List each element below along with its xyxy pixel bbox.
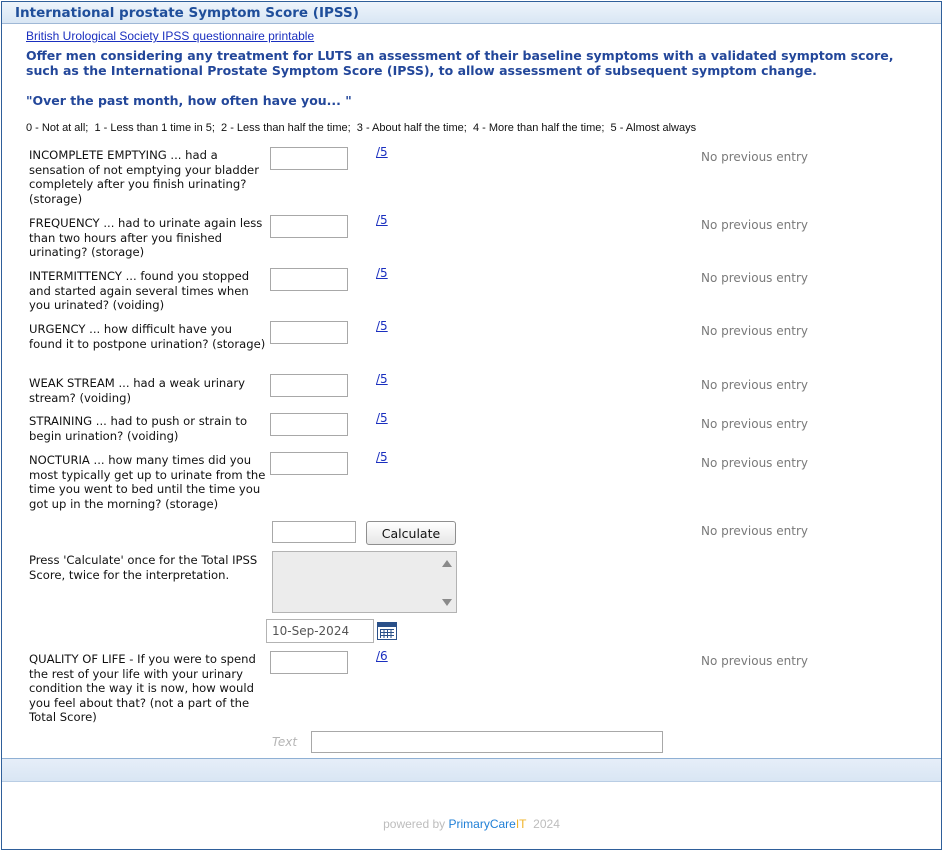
total-score-input[interactable] — [272, 521, 356, 543]
max-link-intermittency[interactable]: /5 — [376, 266, 388, 280]
question-label-straining: STRAINING ... had to push or strain to begin urination? (voiding) — [29, 414, 248, 443]
score-input-urgency[interactable] — [270, 321, 348, 344]
score-input-incomplete-emptying[interactable] — [270, 147, 348, 170]
scroll-up-arrow-icon[interactable] — [442, 560, 452, 567]
free-text-input[interactable] — [311, 731, 663, 753]
calculate-instructions: Press 'Calculate' once for the Total IPSS Score, twice for the interpretation. — [29, 553, 258, 582]
calculate-button[interactable]: Calculate — [366, 521, 456, 545]
previous-entry-quality-of-life: No previous entry — [701, 654, 808, 668]
footer-year: 2024 — [533, 817, 560, 831]
score-legend: 0 - Not at all; 1 - Less than 1 time in 5; 2 - Less than half the time; 3 - About half the time; 4 - More than half the time; 5 - Almost always — [26, 122, 697, 134]
score-input-quality-of-life[interactable] — [270, 651, 348, 674]
ipss-form — [1, 1, 942, 850]
max-link-urgency[interactable]: /5 — [376, 319, 388, 333]
footer-brand-primarycare: PrimaryCare — [448, 817, 516, 831]
max-link-nocturia[interactable]: /5 — [376, 450, 388, 464]
footer — [2, 817, 941, 831]
max-link-frequency[interactable]: /5 — [376, 213, 388, 227]
previous-entry-straining: No previous entry — [701, 417, 808, 431]
calendar-icon[interactable] — [377, 622, 397, 640]
previous-entry-total: No previous entry — [701, 524, 808, 538]
footer-brand-it: IT — [515, 817, 527, 831]
previous-entry-nocturia: No previous entry — [701, 456, 808, 470]
question-label-nocturia: NOCTURIA ... how many times did you most typically get up to urinate from the time you went to bed until the time you got up in the morning? (storage) — [29, 453, 266, 511]
text-field-label: Text — [272, 735, 298, 749]
bus-questionnaire-link[interactable]: British Urological Society IPSS questionnaire printable — [26, 29, 315, 43]
question-prompt: "Over the past month, how often have you... " — [26, 93, 352, 108]
max-link-straining[interactable]: /5 — [376, 411, 388, 425]
max-link-quality-of-life[interactable]: /6 — [376, 649, 388, 663]
score-input-straining[interactable] — [270, 413, 348, 436]
question-label-urgency: URGENCY ... how difficult have you found it to postpone urination? (storage) — [29, 322, 266, 351]
date-input[interactable]: 10-Sep-2024 — [266, 619, 374, 643]
previous-entry-weak-stream: No previous entry — [701, 378, 808, 392]
previous-entry-frequency: No previous entry — [701, 218, 808, 232]
max-link-weak-stream[interactable]: /5 — [376, 372, 388, 386]
question-label-quality-of-life: QUALITY OF LIFE - If you were to spend the rest of your life with your urinary condition the way it is now, how would you feel about that? (not a part of the Total Score) — [29, 652, 256, 725]
score-input-intermittency[interactable] — [270, 268, 348, 291]
previous-entry-incomplete-emptying: No previous entry — [701, 150, 808, 164]
score-input-weak-stream[interactable] — [270, 374, 348, 397]
form-title: International prostate Symptom Score (IPSS) — [2, 2, 941, 24]
interpretation-textarea[interactable] — [272, 551, 457, 613]
footer-prefix: powered by — [383, 817, 449, 831]
score-input-frequency[interactable] — [270, 215, 348, 238]
question-label-frequency: FREQUENCY ... had to urinate again less than two hours after you finished urinating? (storage) — [29, 216, 263, 260]
previous-entry-intermittency: No previous entry — [701, 271, 808, 285]
question-label-weak-stream: WEAK STREAM ... had a weak urinary stream? (voiding) — [29, 376, 246, 405]
score-input-nocturia[interactable] — [270, 452, 348, 475]
question-label-intermittency: INTERMITTENCY ... found you stopped and started again several times when you urinated? (voiding) — [29, 269, 250, 313]
previous-entry-urgency: No previous entry — [701, 324, 808, 338]
bottom-band — [2, 758, 941, 782]
intro-text: Offer men considering any treatment for LUTS an assessment of their baseline symptoms with a validated symptom score, such as the International Prostate Symptom Score (IPSS), to allow assessment of subsequent symptom change. — [26, 48, 894, 78]
scroll-down-arrow-icon[interactable] — [442, 599, 452, 606]
question-label-incomplete-emptying: INCOMPLETE EMPTYING ... had a sensation of not emptying your bladder completely after you finish urinating? (storage) — [29, 148, 259, 206]
max-link-incomplete-emptying[interactable]: /5 — [376, 145, 388, 159]
